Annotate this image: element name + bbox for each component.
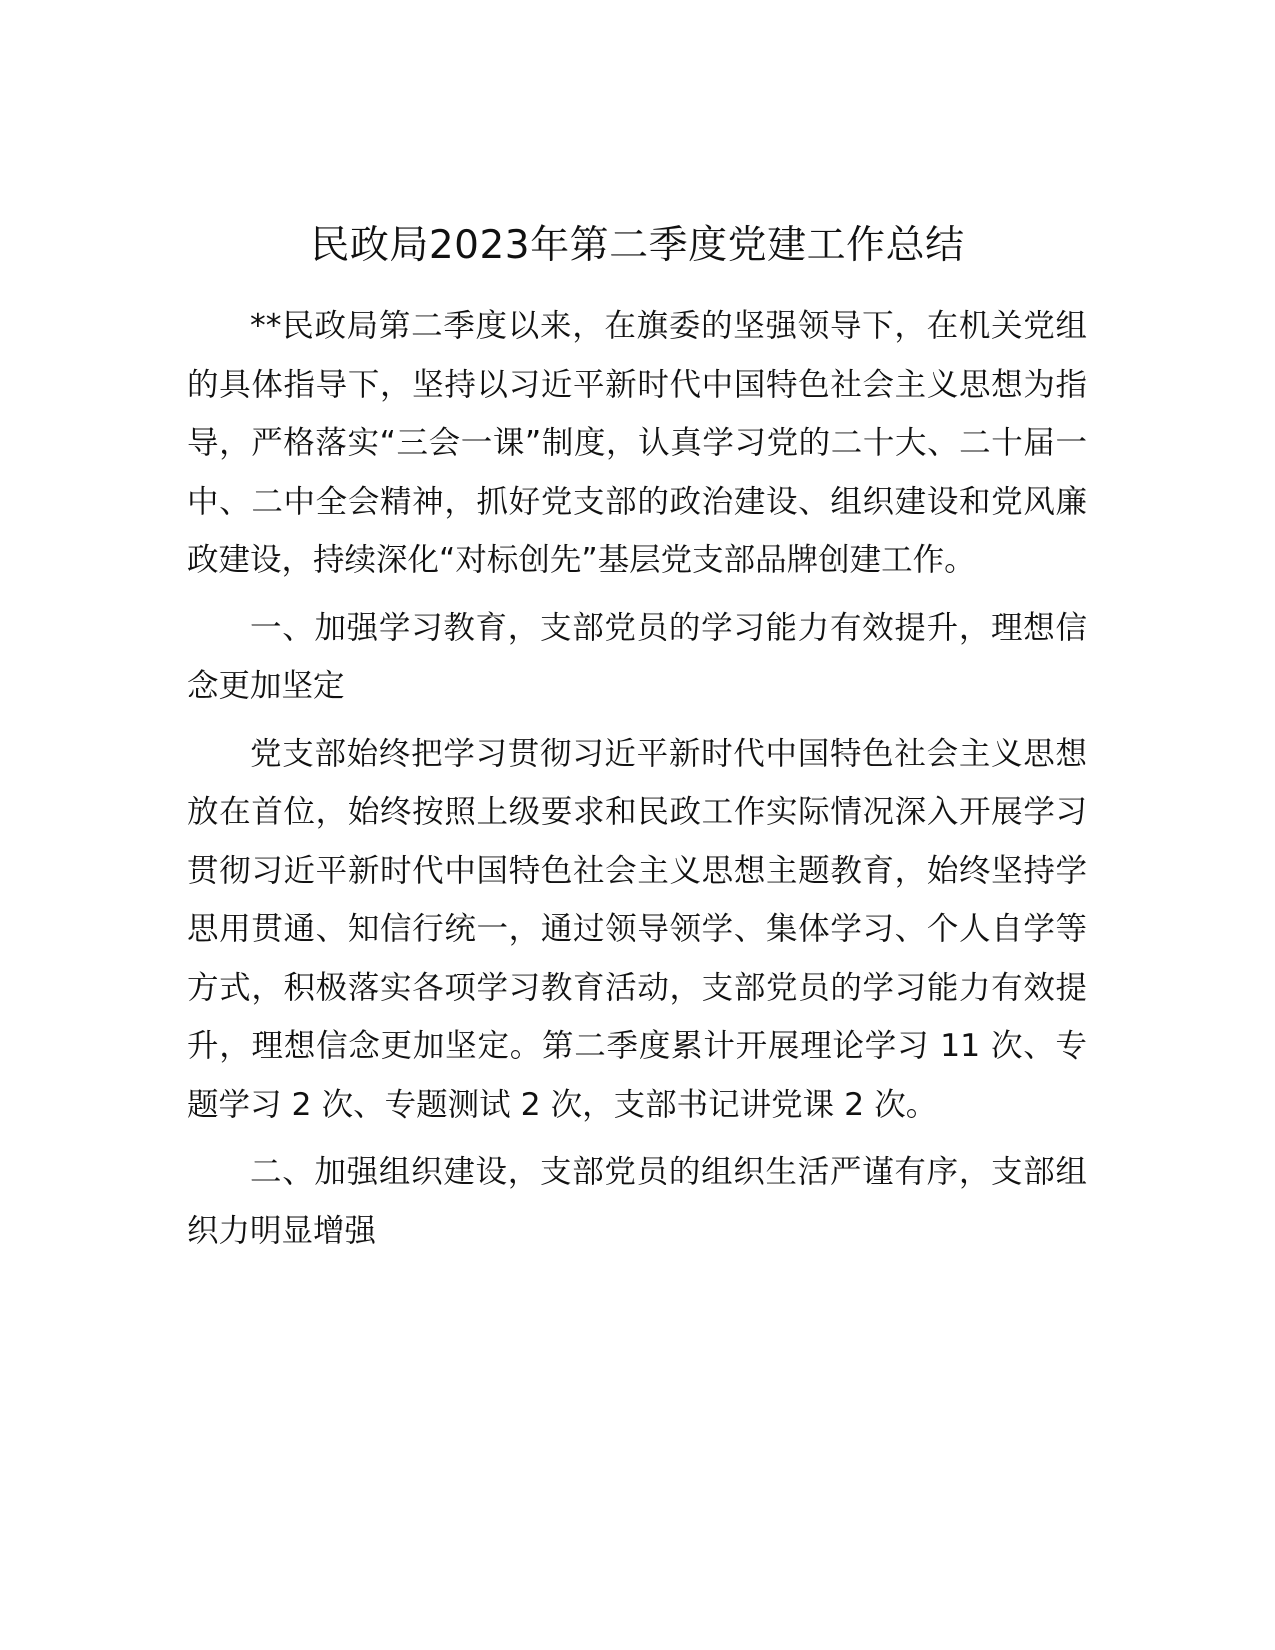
section-heading-2: 二、加强组织建设，支部党员的组织生活严谨有序，支部组织力明显增强 [187, 1154, 1087, 1249]
section-1-paragraph: 党支部始终把学习贯彻习近平新时代中国特色社会主义思想放在首位，始终按照上级要求和民政工作实际情况深入开展学习贯彻习近平新时代中国特色社会主义思想主题教育，始终坚持学思用贯通、知信行统一，通过领导领学、集体学习、个人自学等方式，积极落实各项学习教育活动，支部党员的学习能力有效提升，理想信念更加坚定。第二季度累计开展理论学习 11 次、专题学习 2 次、专题测试 2 次，支部书记讲党课 2 次。 [187, 735, 1087, 1123]
document-title: 民政局2023年第二季度党建工作总结 [310, 223, 965, 268]
intro-paragraph: **民政局第二季度以来，在旗委的坚强领导下，在机关党组的具体指导下，坚持以习近平新时代中国特色社会主义思想为指导，严格落实“三会一课”制度，认真学习党的二十大、二十届一中、二中全会精神，抓好党支部的政治建设、组织建设和党风廉政建设，持续深化“对标创先”基层党支部品牌创建工作。 [187, 308, 1087, 578]
document-body [187, 297, 1087, 1260]
section-heading-1: 一、加强学习教育，支部党员的学习能力有效提升，理想信念更加坚定 [187, 609, 1087, 704]
